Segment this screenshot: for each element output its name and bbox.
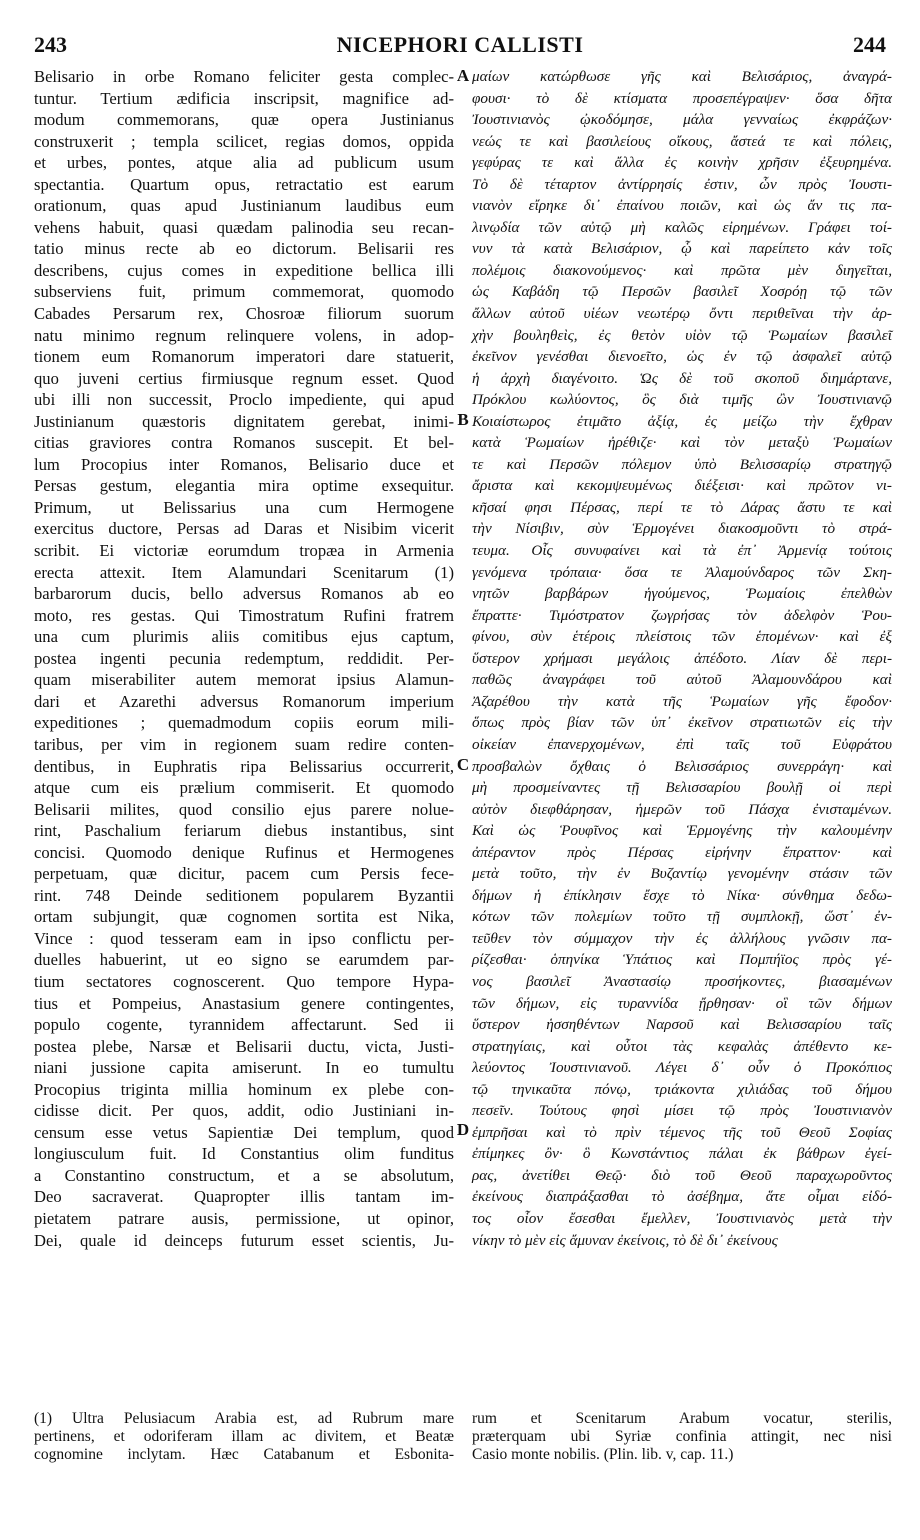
greek-text-line: στρατηγίαις, καὶ οὗτοι τὰς κεφαλὰς ἀπέθεντο κε- [472, 1037, 892, 1055]
greek-text-line: τος οἷον ἔσεσθαι ἔμελλεν, Ἰουστινιανὸς μετὰ τὴν [472, 1209, 892, 1227]
running-title: NICEPHORI CALLISTI [336, 32, 584, 57]
right-page-number: 244 [853, 32, 886, 57]
greek-text-line: νεώς τε καὶ βασιλείους οἴκους, ἄστεά τε καὶ πόλεις, [472, 132, 892, 150]
greek-text-line: μαίων κατώρθωσε γῆς καὶ Βελισάριος, ἀναγρά- [472, 68, 892, 85]
latin-text-line: spectantia. Quartum opus, retractatio est earum [34, 174, 454, 194]
greek-text-line: ἐπίμηκες ὂν· ὃ Κωνστάντιος πάλαι ἐκ βάθρων ἐγεί- [472, 1145, 892, 1163]
latin-text-line: Belisario in orbe Romano feliciter gesta complec- [34, 67, 454, 86]
greek-text-line: Πρόκλου κωλύοντος, ὃς διὰ τιμῆς ὢν Ἰουστινιανῷ [472, 391, 892, 409]
latin-text-line: censum esse vetus Sapientiæ Dei templum, quod [34, 1122, 454, 1142]
latin-text-line: postea plebe, Narsæ et Belisarii ductu, victa, Justi- [34, 1036, 454, 1056]
greek-text-line: ἡ ἀρχὴ διαγένοιτο. Ὡς δὲ τοῦ σκοποῦ διημάρτανε, [472, 369, 892, 387]
greek-text-line: φουσι· τὸ δὲ κτίσματα προσεπέγραψεν· ὅσα δῆτα [472, 89, 892, 107]
latin-text-line: una cum plurimis aliis comitibus ejus captum, [34, 627, 454, 647]
latin-text-line: orationum, quas apud Justinianum laudibus eum [34, 196, 454, 216]
greek-text-line: τεῦθεν τὸν σύμμαχον τὴν ἐς ἀλλήλους γνῶσιν πα- [472, 929, 892, 947]
greek-text-line: Ἰουστινιανὸς ᾠκοδόμησε, μάλα γενναίως ἐκφράζων· [472, 111, 892, 129]
greek-text-line: Ἀζαρέθου τὴν κατὰ τῆς Ῥωμαίων γῆς ἔφοδον· [472, 692, 892, 710]
greek-text-line: κατὰ Ῥωμαίων ἠρέθιζε· καὶ τὸν μεταξὺ Ῥωμαίων [472, 434, 892, 452]
latin-text-line: rint, Paschalium feriarum diebus instantibus, sint [34, 821, 454, 841]
greek-column [472, 66, 892, 1251]
latin-text-line: natu minimo regnum relinquere volens, in adop- [34, 325, 454, 345]
greek-text-line: τε καὶ Περσῶν πόλεμον ὑπὸ Βελισσαρίῳ στρατηγῷ [472, 455, 892, 473]
footnote-right-line: præterquam ubi Syriæ confinia attingit, nec nisi [472, 1428, 892, 1445]
latin-text-line: Procopius triginta millia hominum ex plebe con- [34, 1079, 454, 1099]
latin-text-line: duelles habuerint, ut eo signo se earumdem par- [34, 950, 454, 970]
latin-text-line: erecta attexit. Item Alamundari Scenitarum (1) [34, 562, 454, 582]
latin-text-line: modum commemorans, quæ opera Justinianus [34, 110, 454, 130]
latin-text-line: a Constantino constructum, et a se absolutum, [34, 1165, 454, 1185]
latin-text-line: postea ingenti pecunia redemptum, reddidit. Per- [34, 648, 454, 668]
greek-text-line: νυν τὰ κατὰ Βελισάριον, ᾧ καὶ παρείπετο κἀν τοῖς [472, 240, 892, 258]
latin-text-line: taribus, per vim in regionem suam redire conten- [34, 734, 454, 754]
footnote-left-line: cognomine inclytam. Hæc Catabanum et Esbonita- [34, 1446, 454, 1463]
greek-text-line: φίνου, σὺν ἑτέροις πλείστοις τῶν ἑπομένων· καὶ ἐξ [472, 628, 892, 646]
greek-text-line: ἀπέραντον πρὸς Πέρσας εἰρήνην ἔπραττον· καὶ [472, 843, 892, 861]
latin-text-line: tium sectatores cognoscerent. Quo tempore Hypa- [34, 971, 454, 991]
margin-marker-b: B [457, 410, 469, 429]
latin-text-line: exercitus ductore, Persas ad Daras et Nisibim vicerit [34, 519, 454, 539]
left-page-number: 243 [34, 32, 67, 57]
latin-text-line: tionem eum Romanorum imperatori dare statuerit, [34, 347, 454, 367]
greek-text-line: ὡς Καβάδη τῷ Περσῶν βασιλεῖ Χοσρόῃ τῷ τῶν [472, 283, 892, 301]
greek-text-line: πεσεῖν. Τούτους φησὶ μίσει τῷ πρὸς Ἰουστινιανὸν [472, 1102, 892, 1120]
greek-text-line: τῷ τηνικαῦτα πόνῳ, τριάκοντα χιλιάδας τοῦ δήμου [472, 1080, 892, 1098]
greek-text-line: ρας, ἀνετίθει Θεῷ· διὸ τοῦ Θεοῦ παραχωροῦντος [472, 1166, 892, 1184]
greek-text-line: νίκην τὸ μὲν εἰς ἄμυναν ἐκείνοις, τὸ δὲ δι᾽ ἐκείνους [472, 1231, 778, 1249]
latin-text-line: longiusculum fuit. Id Constantius olim funditus [34, 1144, 454, 1164]
footnote-left [34, 1410, 454, 1464]
greek-text-line: ἐκείνους διαπράξασθαι τὸ ἀσέβημα, ἅτε οἶμαι εἰδό- [472, 1188, 892, 1206]
footnote-right-line: Casio monte nobilis. (Plin. lib. v, cap. 11.) [472, 1446, 734, 1463]
latin-text-line: tuntur. Tertium ædificia inscripsit, magnifice ad- [34, 88, 454, 108]
latin-text-line: cidisse dicit. Per quos, addit, odio Justiniani in- [34, 1101, 454, 1121]
latin-text-line: Primum, ut Belissarius una cum Hermogene [34, 497, 454, 517]
greek-text-line: γενόμενα τρόπαια· ὅσα τε Ἀλαμούνδαρος τῶν Σκη- [472, 563, 892, 581]
greek-text-line: Κοιαίστωρος ἐτιμᾶτο ἀξίᾳ, ἐς μείζω τὴν ἔχθραν [472, 412, 892, 430]
latin-text-line: vehens habuit, quasi quædam palinodia seu recan- [34, 217, 454, 237]
footnote-right [472, 1410, 892, 1464]
greek-text-line: παθῶς ἀναγράφει τοῦ αὐτοῦ Ἀλαμουνδάρου καὶ [472, 671, 892, 689]
greek-text-line: τευμα. Οἷς συνυφαίνει καὶ τὰ ἐπ᾽ Ἀρμενίᾳ τούτοις [472, 542, 892, 560]
greek-text-line: νιανὸν εἴρηκε δι᾽ ἐπαίνου ποιῶν, καὶ ὡς ἄν τις πα- [472, 197, 892, 215]
latin-text-line: construxerit ; templa scilicet, regias domos, oppida [34, 131, 454, 151]
latin-text-line: Persas gestum, elegantia mira optime exsequitur. [34, 476, 454, 496]
greek-text-line: νητῶν βαρβάρων ἡγούμενος, Ῥωμαίοις ἐπελθὼν [472, 585, 892, 603]
page-header [34, 32, 886, 66]
greek-text-line: ἄλλων αὐτοῦ υἱέων νεωτέρῳ ὄντι περιθεῖναι τὴν ἀρ- [472, 305, 892, 323]
margin-marker-a: A [456, 66, 470, 85]
latin-text-line: lum Procopius inter Romanos, Belisario duce et [34, 454, 454, 474]
greek-text-line: οἰκείαν ἐπανερχομένων, ἐπὶ ταῖς τοῦ Εὐφράτου [472, 735, 892, 753]
latin-text-line: subserviens fuit, primum commemorat, quomodo [34, 282, 454, 302]
greek-text-line: μετὰ τοῦτο, τὴν ἐν Βυζαντίῳ γενομένην στάσιν τῶν [472, 865, 892, 883]
greek-text-line: ἐκεῖνον γενέσθαι διενοεῖτο, ὡς ἐν τῷ ἀσφαλεῖ αὐτῷ [472, 348, 892, 366]
latin-text-line: dentibus, in Euphratis ripa Belissarius occurrerit, [34, 756, 454, 776]
greek-text-line: Καὶ ὡς Ῥουφῖνος καὶ Ἑρμογένης τὴν καλουμένην [472, 822, 892, 840]
greek-text-line: δήμων ἡ ἐπίκλησιν ἔσχε τὸ Νίκα· σύνθημα δεδω- [472, 886, 892, 904]
latin-text-line: quam miserabiliter autem memorat ipsius Alamun- [34, 670, 454, 690]
greek-text-line: μὴ προσμείναντες τῇ Βελισσαρίου βουλῇ οἱ περὶ [472, 779, 892, 797]
greek-text-line: ὕστερον χρήμασι μεγάλοις ἀπέδοτο. Λίαν δὲ περι- [472, 649, 892, 667]
greek-text-line: ἔπραττε· Τιμόστρατον ζωγρήσας τὸν ἀδελφὸν Ῥου- [472, 606, 892, 624]
footnote-right-line: rum et Scenitarum Arabum vocatur, sterilis, [472, 1410, 892, 1427]
latin-text-line: scribit. Ei victoriæ eorumdum tropæa in Armenia [34, 541, 454, 561]
greek-text-line: ὅπως πρὸς βίαν τῶν ὑπ᾽ ἐκεῖνον στρατιωτῶν εἰς τὴν [472, 714, 892, 732]
latin-text-line: dari et Azarethi adversus Romanorum imperium [34, 691, 454, 711]
greek-text-line: προσβαλὼν ὄχθαις ὁ Βελισσάριος συνερράγη· καὶ [472, 757, 892, 775]
latin-text-line: quo juveni certius firmiusque regnum esset. Quod [34, 368, 454, 388]
latin-text-line: tatio minus recte ab eo dictorum. Belisarii res [34, 239, 454, 259]
latin-column [34, 66, 454, 1251]
latin-text-line: ubi illi non successit, Proclo impediente, qui apud [34, 390, 454, 410]
greek-text-line: ὕστερον ἡσσηθέντων Ναρσοῦ καὶ Βελισσαρίου ταῖς [472, 1016, 892, 1034]
latin-text-line: Dei, quale id deinceps futurum esset scientis, Ju- [34, 1230, 454, 1250]
greek-text-line: νος βασιλεῖ Ἀναστασίῳ προσήκοντες, βιασαμένων [472, 972, 892, 990]
greek-text-line: ἄριστα καὶ κεκομψευμένως διέξεισι· καὶ πρῶτον νι- [472, 477, 892, 495]
greek-text-line: Τὸ δὲ τέταρτον ἀντίρρησίς ἐστιν, ὧν πρὸς Ἰουστι- [472, 175, 892, 193]
greek-text-line: λεύοντος Ἰουστινιανοῦ. Λέγει δ᾽ οὖν ὁ Προκόπιος [472, 1059, 892, 1077]
latin-text-line: niani jussione capita amiserunt. In eo tumultu [34, 1058, 454, 1078]
latin-text-line: Cabades Persarum rex, Chosroæ filiorum suorum [34, 304, 454, 324]
footnote-left-line: pertinens, et odoriferam illam ac divitem, et Beatæ [34, 1428, 454, 1445]
latin-text-line: Deo sacraverat. Quapropter illis tantam im- [34, 1187, 454, 1207]
latin-text-line: moto, res gestas. Qui Timostratum Rufini fratrem [34, 605, 454, 625]
latin-text-line: citias graviores contra Romanos suscepit. Et bel- [34, 433, 454, 453]
latin-text-line: rint. 748 Deinde seditionem popularem Byzantii [34, 885, 454, 905]
greek-text-line: ρίζεσθαι· ὁπηνίκα Ὑπάτιος καὶ Πομπήϊος πρὸς γέ- [472, 951, 892, 969]
margin-marker-c: C [456, 755, 470, 774]
latin-text-line: tius et Pompeius, Anastasium genere contingentes, [34, 993, 454, 1013]
margin-marker-d: D [456, 1120, 470, 1139]
greek-text-line: κότων τῶν πολεμίων τοῦτο τῇ συμπλοκῇ, ὥστ᾽ ἐν- [472, 908, 892, 926]
latin-text-line: concisi. Quomodo denique Rufinus et Hermogenes [34, 842, 454, 862]
latin-text-line: atque cum eis prælium commiserit. Et quomodo [34, 778, 454, 798]
latin-text-line: pietatem patrare ausis, permissione, ut opinor, [34, 1208, 454, 1228]
latin-text-line: populo cogente, tyrannidem affectarunt. Sed ii [34, 1015, 454, 1035]
greek-text-line: αὐτὸν διεφθάρησαν, ἡμερῶν τοῦ Πάσχα ἐνισταμένων. [472, 800, 892, 818]
latin-text-line: ortam subjungit, quæ cognomen sortita est Nika, [34, 907, 454, 927]
greek-text-line: γεφύρας τε καὶ ἄλλα ἐς κοινὴν χρῆσιν ἐξευρημένα. [472, 154, 892, 172]
greek-text-line: πολέμοις διακονούμενος· καὶ πρῶτα μὲν διηγεῖται, [472, 261, 892, 279]
latin-text-line: perpetuam, quæ dicitur, pacem cum Persis fece- [34, 864, 454, 884]
latin-text-line: describens, cujus comes in expeditione bellica illi [34, 260, 454, 280]
greek-text-line: τῶν δήμων, εἰς τυραννίδα ᾔρθησαν· οἳ τῶν δήμων [472, 994, 892, 1012]
latin-text-line: et urbes, pontes, atque alia ad publicum usum [34, 153, 454, 173]
latin-text-line: Justinianum quæstoris dignitatem gerebat, inimi- [34, 411, 454, 431]
greek-text-line: ἐμπρῆσαι καὶ τὸ πρὶν τέμενος τῆς τοῦ Θεοῦ Σοφίας [472, 1123, 892, 1141]
latin-text-line: barbarorum ducis, bello adversus Romanos ab eo [34, 584, 454, 604]
greek-text-line: τὴν Νίσιβιν, σὺν Ἑρμογένει διακοσμοῦντι τὸ στρά- [472, 520, 892, 538]
latin-text-line: Vince : quod tesseram eam in ipso conflictu per- [34, 928, 454, 948]
greek-text-line: κῆσαί φησι Πέρσας, περί τε τὸ Δάρας ἄστυ τε καὶ [472, 498, 892, 516]
latin-text-line: Belisarii milites, quod consilio ejus parere nolue- [34, 799, 454, 819]
greek-text-line: λινῳδία τῶν αὐτῷ μὴ καλῶς εἰρημένων. Γράφει τοί- [472, 218, 892, 236]
latin-text-line: expeditiones ; quemadmodum copiis eorum mili- [34, 713, 454, 733]
greek-text-line: χὴν βουληθεὶς, ἐς θετὸν υἱὸν τῷ Ῥωμαίων βασιλεῖ [472, 326, 892, 344]
footnote-left-line: (1) Ultra Pelusiacum Arabia est, ad Rubrum mare [34, 1410, 454, 1427]
